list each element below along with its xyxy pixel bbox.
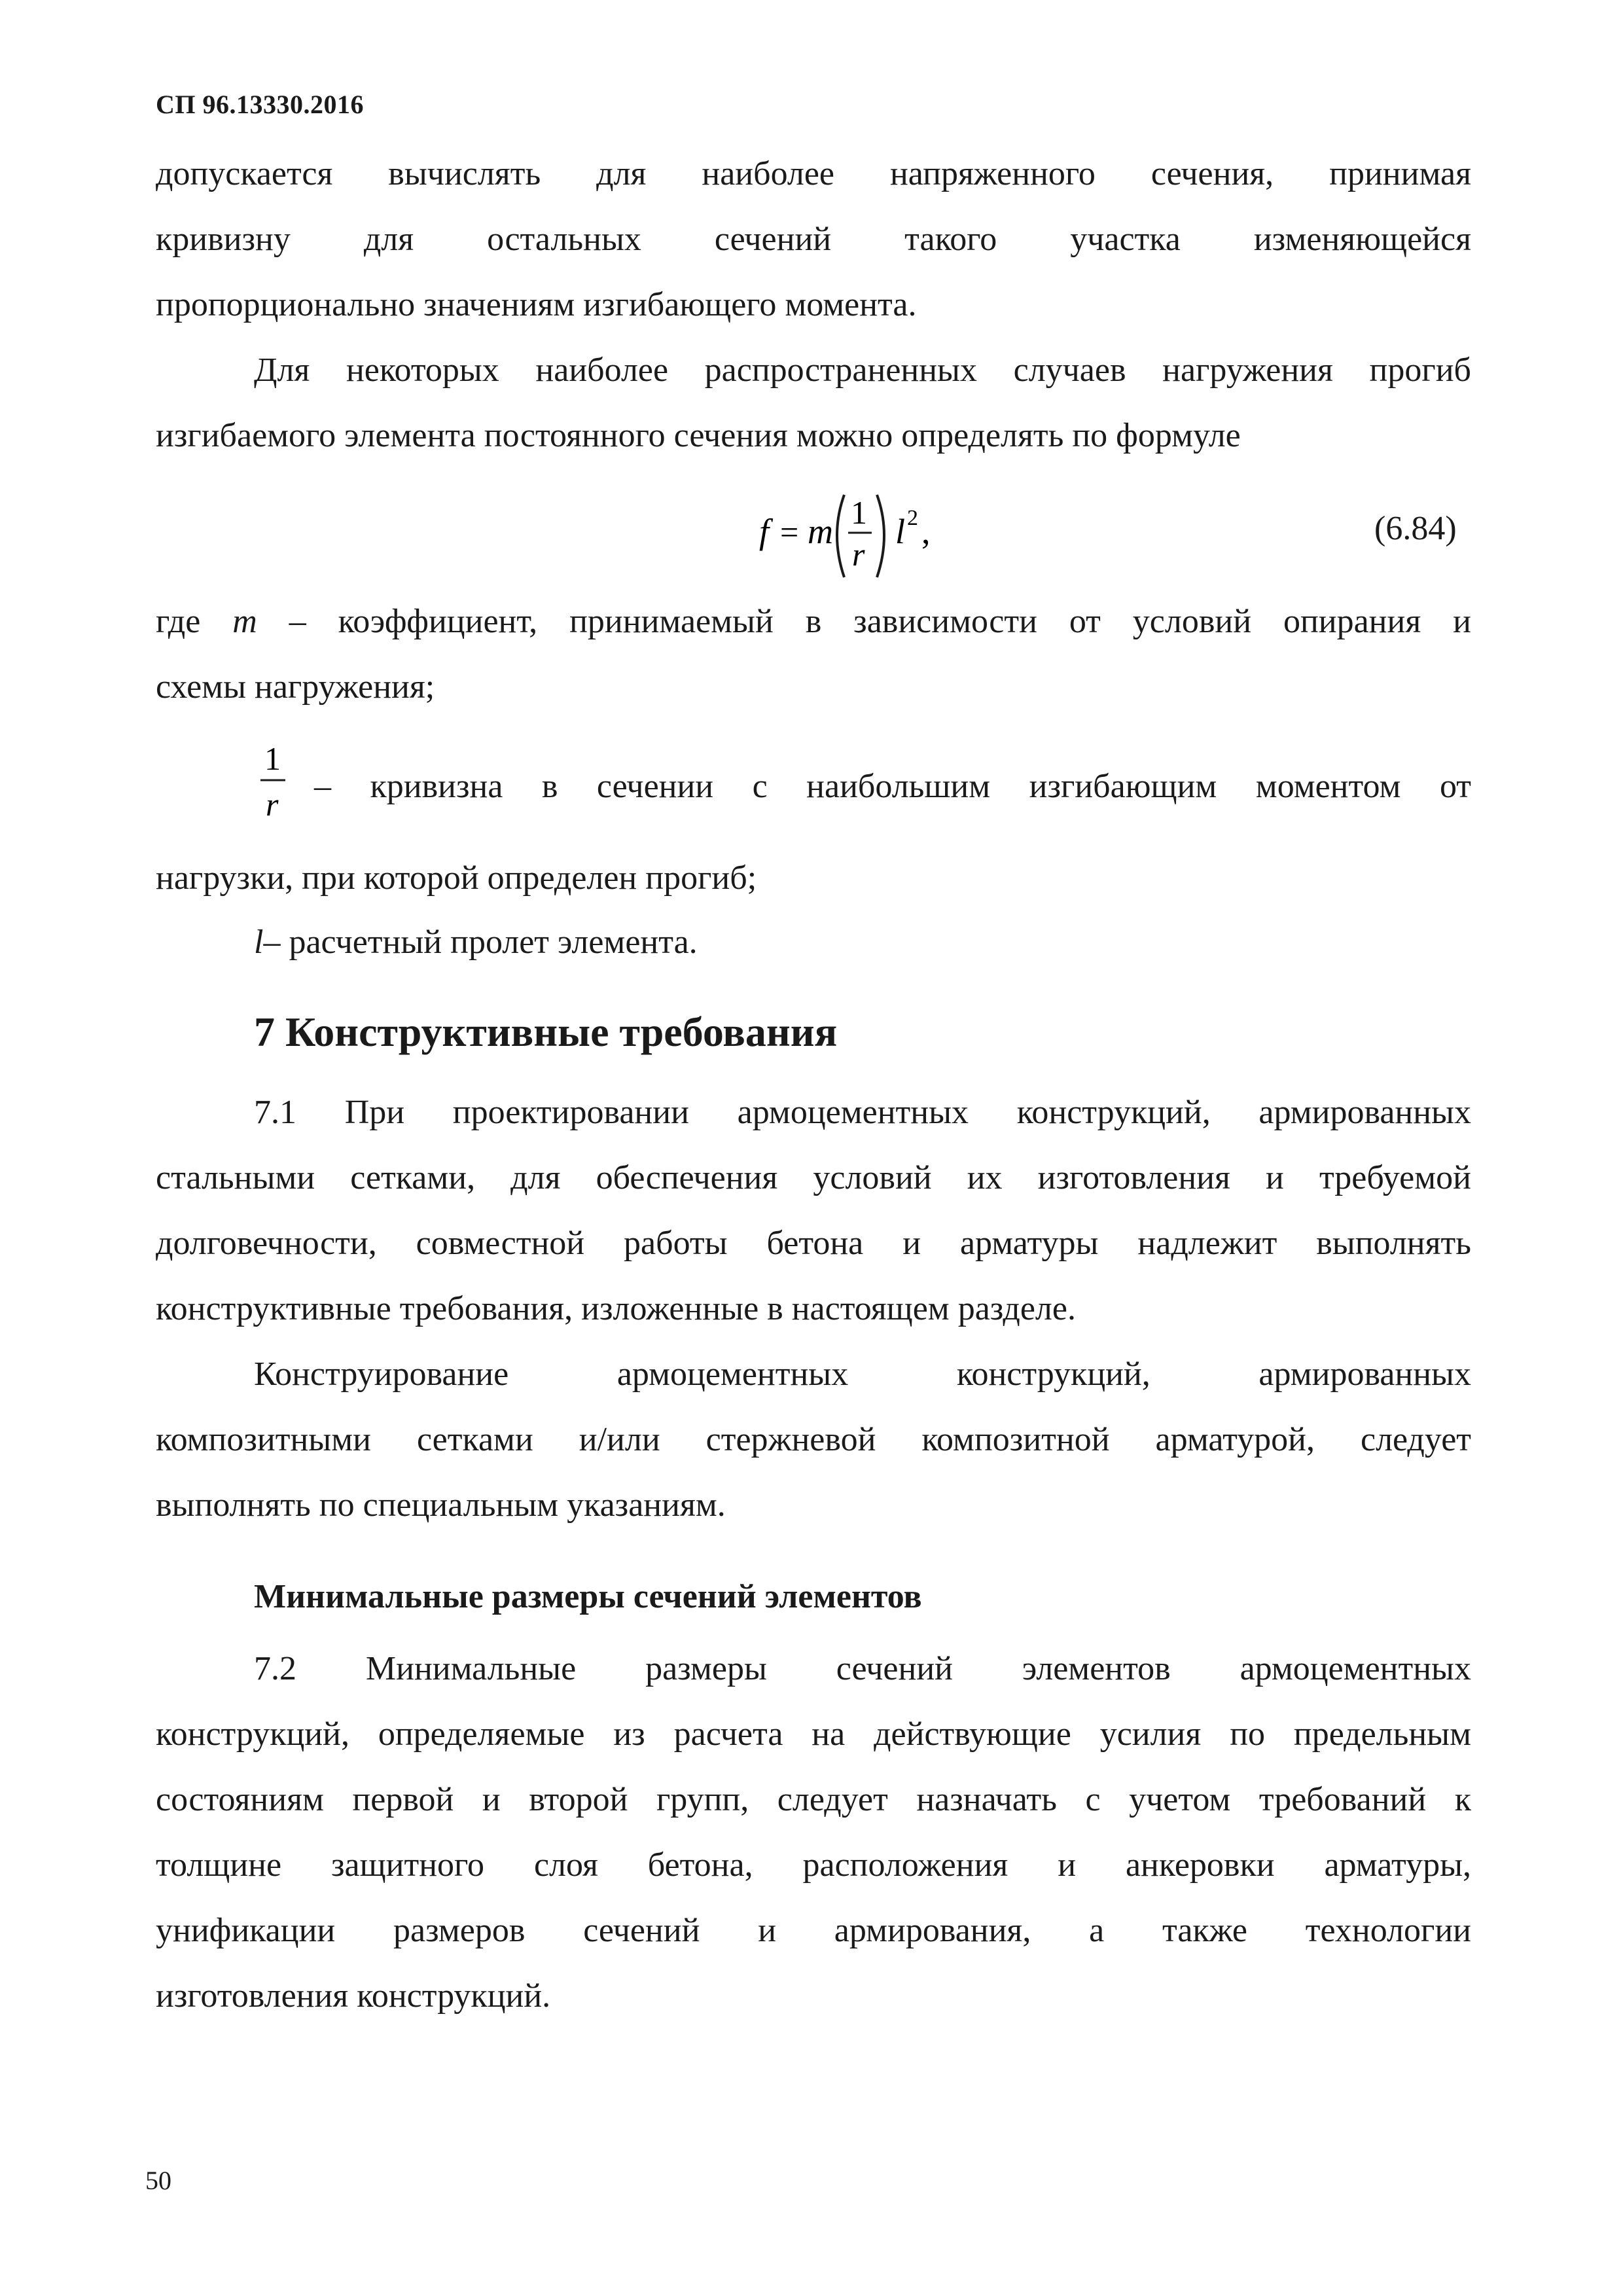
text-line: толщине защитного слоя бетона, расположения и анкеровки арматуры, bbox=[156, 1846, 1471, 1884]
text-line: Для некоторых наиболее распространенных случаев нагружения прогиб bbox=[254, 351, 1471, 389]
m-description: – коэффициент, принимаемый в зависимости от условий опирания и bbox=[289, 603, 1472, 640]
curv-den: r bbox=[266, 786, 279, 823]
curv-num: 1 bbox=[264, 740, 281, 777]
text-line: нагрузки, при которой определен прогиб; bbox=[156, 859, 757, 897]
left-paren bbox=[837, 495, 844, 577]
page-number: 50 bbox=[145, 2166, 171, 2195]
curvature-description: – кривизна в сечении с наибольшим изгибающим моментом от bbox=[314, 768, 1471, 805]
formula-number: (6.84) bbox=[1374, 510, 1457, 547]
text-line: допускается вычислять для наиболее напряженного сечения, принимая bbox=[156, 155, 1471, 192]
formula-tail: , bbox=[921, 512, 931, 551]
subsection-heading: Минимальные размеры сечений элементов bbox=[254, 1578, 922, 1615]
text-line: состояниям первой и второй групп, следует назначать с учетом требований к bbox=[156, 1781, 1471, 1818]
right-paren bbox=[877, 495, 884, 577]
formula-exp: 2 bbox=[907, 506, 918, 530]
text-line: композитными сетками и/или стержневой композитной арматурой, следует bbox=[156, 1421, 1471, 1458]
formula-var: l bbox=[895, 512, 906, 551]
text-line: схемы нагружения; bbox=[156, 668, 435, 706]
where-l-line bbox=[254, 923, 1471, 962]
section-heading: 7 Конструктивные требования bbox=[254, 1009, 838, 1055]
where-m-line bbox=[156, 602, 1471, 641]
formula-lhs: f bbox=[759, 512, 770, 551]
text-line: изгибаемого элемента постоянного сечения можно определять по формуле bbox=[156, 417, 1241, 454]
formula-coef: m bbox=[808, 512, 833, 551]
text-line: пропорционально значениям изгибающего момента. bbox=[156, 286, 917, 323]
text-line: 7.2 Минимальные размеры сечений элементов армоцементных bbox=[254, 1650, 1471, 1687]
curvature-fraction bbox=[257, 736, 289, 827]
document-code: СП 96.13330.2016 bbox=[156, 90, 364, 119]
text-line: Конструирование армоцементных конструкций, армированных bbox=[254, 1355, 1471, 1393]
text-line: 7.1 При проектировании армоцементных конструкций, армированных bbox=[254, 1094, 1471, 1131]
deflection-formula bbox=[753, 486, 975, 584]
text-line: конструкций, определяемые из расчета на действующие усилия по предельным bbox=[156, 1715, 1471, 1753]
symbol-m: m bbox=[232, 603, 257, 640]
text-line: выполнять по специальным указаниям. bbox=[156, 1486, 726, 1524]
text-line: унификации размеров сечений и армирования, а также технологии bbox=[156, 1912, 1471, 1949]
formula-den: r bbox=[852, 536, 865, 573]
formula-num: 1 bbox=[851, 494, 867, 531]
text-line: кривизну для остальных сечений такого участка изменяющейся bbox=[156, 221, 1471, 258]
symbol-l: l bbox=[254, 924, 264, 961]
l-description: – расчетный пролет элемента. bbox=[263, 924, 698, 961]
text-line: конструктивные требования, изложенные в настоящем разделе. bbox=[156, 1290, 1076, 1327]
text-line: стальными сетками, для обеспечения условий их изготовления и требуемой bbox=[156, 1159, 1471, 1196]
formula-eq: = bbox=[780, 514, 799, 550]
text-line: изготовления конструкций. bbox=[156, 1977, 551, 2015]
text-line: долговечности, совместной работы бетона и арматуры надлежит выполнять bbox=[156, 1225, 1471, 1262]
where-prefix: где bbox=[156, 603, 201, 640]
